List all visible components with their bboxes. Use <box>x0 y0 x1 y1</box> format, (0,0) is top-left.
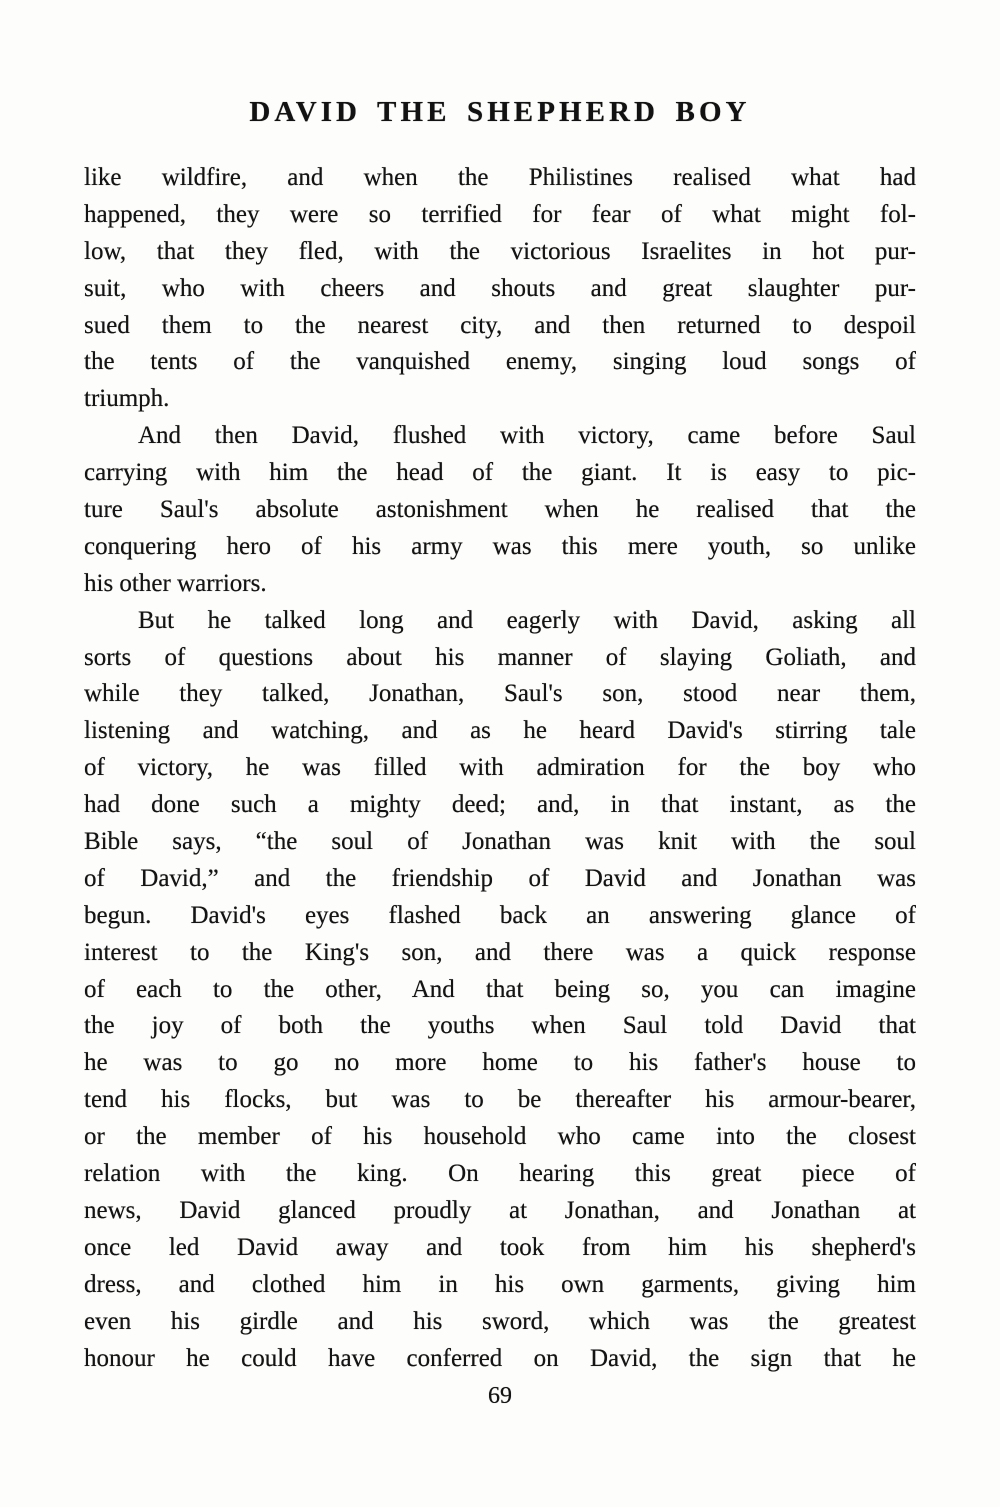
text-line: once led David away and took from him his shepherd's <box>84 1233 916 1261</box>
text-line: honour he could have conferred on David, the sign that he <box>84 1344 916 1372</box>
body-text <box>84 160 916 1377</box>
text-line: conquering hero of his army was this mere youth, so unlike <box>84 532 916 560</box>
paragraph <box>84 418 916 602</box>
text-line: triumph. <box>84 385 170 413</box>
text-line: sorts of questions about his manner of slaying Goliath, and <box>84 643 916 671</box>
text-line: And then David, flushed with victory, came before Saul <box>138 422 916 450</box>
text-line: of David,” and the friendship of David and Jonathan was <box>84 864 916 892</box>
text-line: while they talked, Jonathan, Saul's son, stood near them, <box>84 680 916 708</box>
page-number: 69 <box>488 1383 512 1409</box>
text-line: or the member of his household who came into the closest <box>84 1123 916 1151</box>
text-line: news, David glanced proudly at Jonathan, and Jonathan at <box>84 1196 916 1224</box>
text-line: had done such a mighty deed; and, in that instant, as the <box>84 791 916 819</box>
text-line: relation with the king. On hearing this great piece of <box>84 1160 916 1188</box>
text-line: happened, they were so terrified for fear of what might fol- <box>84 200 916 228</box>
text-line: listening and watching, and as he heard David's stirring tale <box>84 717 916 745</box>
text-line: Bible says, “the soul of Jonathan was knit with the soul <box>84 828 916 856</box>
text-line: of victory, he was filled with admiration for the boy who <box>84 754 916 782</box>
text-line: suit, who with cheers and shouts and great slaughter pur- <box>84 274 916 302</box>
text-line: interest to the King's son, and there was a quick response <box>84 938 916 966</box>
text-line: even his girdle and his sword, which was the greatest <box>84 1307 916 1335</box>
text-line: dress, and clothed him in his own garments, giving him <box>84 1270 916 1298</box>
text-line: begun. David's eyes flashed back an answering glance of <box>84 901 916 929</box>
running-header: DAVID THE SHEPHERD BOY <box>249 96 751 128</box>
text-line: low, that they fled, with the victorious Israelites in hot pur- <box>84 237 916 265</box>
text-line: the tents of the vanquished enemy, singing loud songs of <box>84 348 916 376</box>
text-line: ture Saul's absolute astonishment when he realised that the <box>84 496 916 524</box>
text-line: of each to the other, And that being so, you can imagine <box>84 975 916 1003</box>
paragraph <box>84 603 916 1378</box>
text-line: he was to go no more home to his father's house to <box>84 1049 916 1077</box>
paragraph <box>84 160 916 418</box>
text-line: tend his flocks, but was to be thereafter his armour-bearer, <box>84 1086 916 1114</box>
text-line: his other warriors. <box>84 569 267 597</box>
text-line: But he talked long and eagerly with David, asking all <box>138 606 916 634</box>
text-line: carrying with him the head of the giant. It is easy to pic- <box>84 459 916 487</box>
text-line: sued them to the nearest city, and then returned to despoil <box>84 311 916 339</box>
text-line: like wildfire, and when the Philistines realised what had <box>84 164 916 191</box>
text-line: the joy of both the youths when Saul told David that <box>84 1012 916 1040</box>
